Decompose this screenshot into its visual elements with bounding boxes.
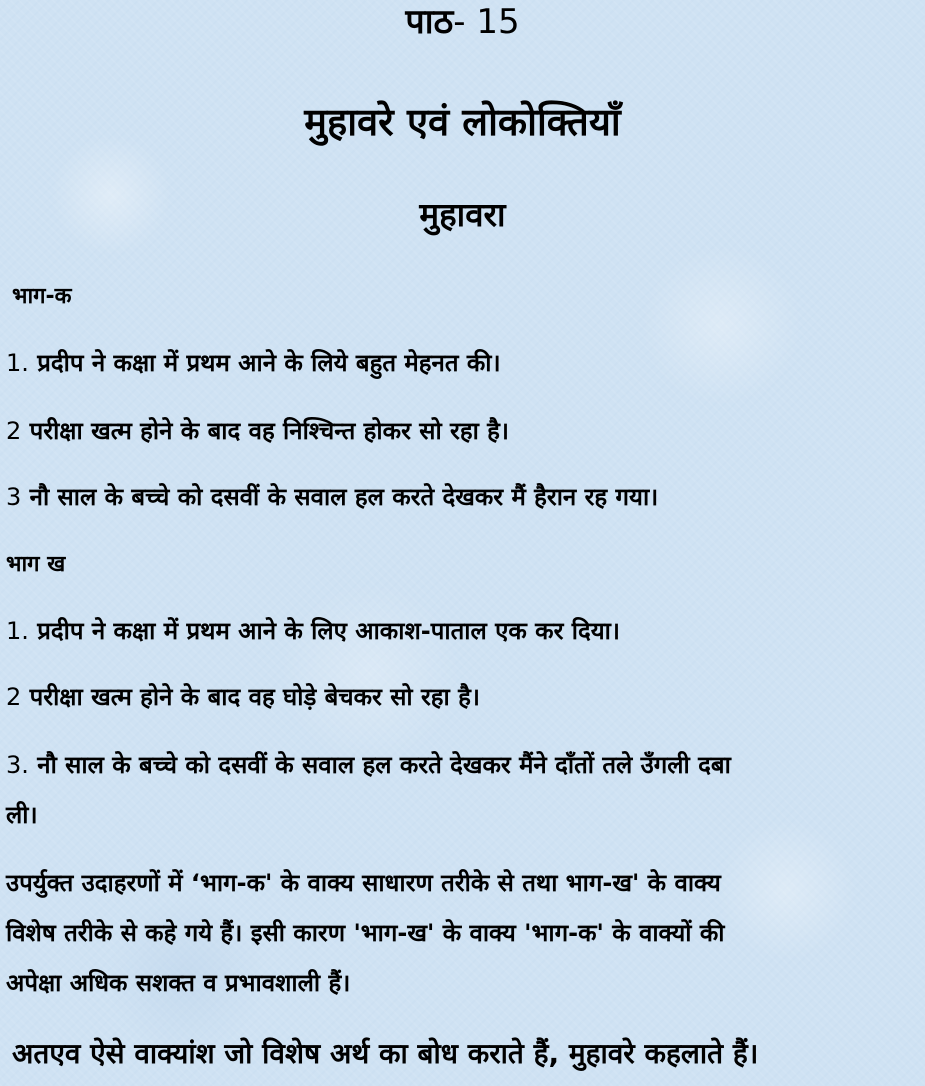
sentence-text: नौ साल के बच्चे को दसवीं के सवाल हल करते देखकर मैं हैरान रह गया। xyxy=(29,483,659,511)
sentence-text: नौ साल के बच्चे को दसवीं के सवाल हल करते देखकर मैंने दाँतों तले उँगली दबा xyxy=(37,751,731,779)
part-b-label: भाग ख xyxy=(6,552,66,577)
explanation-line-2: विशेष तरीके से कहे गये हैं। इसी कारण 'भाग-ख' के वाक्य 'भाग-क' के वाक्यों की xyxy=(6,919,725,947)
part-b-sentence-1 xyxy=(6,614,620,648)
part-b-sentence-3-continuation: ली। xyxy=(6,801,38,829)
sentence-number: 1. xyxy=(6,617,29,645)
part-a-sentence-1 xyxy=(6,346,501,380)
lesson-word: पाठ xyxy=(405,2,454,42)
lesson-heading xyxy=(0,0,925,44)
sentence-text: प्रदीप ने कक्षा में प्रथम आने के लिये बहुत मेहनत की। xyxy=(37,349,501,377)
part-b-sentence-3 xyxy=(6,748,731,782)
page-title: मुहावरे एवं लोकोक्तियाँ xyxy=(304,100,621,144)
part-a-sentence-3 xyxy=(6,480,658,514)
sentence-number: 3 xyxy=(6,483,22,511)
sentence-text: परीक्षा खत्म होने के बाद वह घोड़े बेचकर सो रहा है। xyxy=(29,683,480,711)
lesson-number: - 15 xyxy=(453,2,520,42)
sentence-number: 2 xyxy=(6,683,22,711)
section-subtitle: मुहावरा xyxy=(419,195,506,234)
explanation-line-1: उपर्युक्त उदाहरणों में ‘भाग-क' के वाक्य साधारण तरीके से तथा भाग-ख' के वाक्य xyxy=(6,869,721,897)
part-a-sentence-2 xyxy=(6,414,509,448)
conclusion-definition: अतएव ऐसे वाक्यांश जो विशेष अर्थ का बोध कराते हैं, मुहावरे कहलाते हैं। xyxy=(12,1037,759,1070)
sentence-number: 3. xyxy=(6,751,29,779)
sentence-number: 2 xyxy=(6,417,22,445)
explanation-line-3: अपेक्षा अधिक सशक्त व प्रभावशाली हैं। xyxy=(6,969,351,997)
sentence-text: परीक्षा खत्म होने के बाद वह निश्चिन्त होकर सो रहा है। xyxy=(29,417,510,445)
sentence-text: प्रदीप ने कक्षा में प्रथम आने के लिए आकाश-पाताल एक कर दिया। xyxy=(37,617,620,645)
sentence-number: 1. xyxy=(6,349,29,377)
part-a-label: भाग-क xyxy=(12,284,72,309)
part-b-sentence-2 xyxy=(6,680,480,714)
